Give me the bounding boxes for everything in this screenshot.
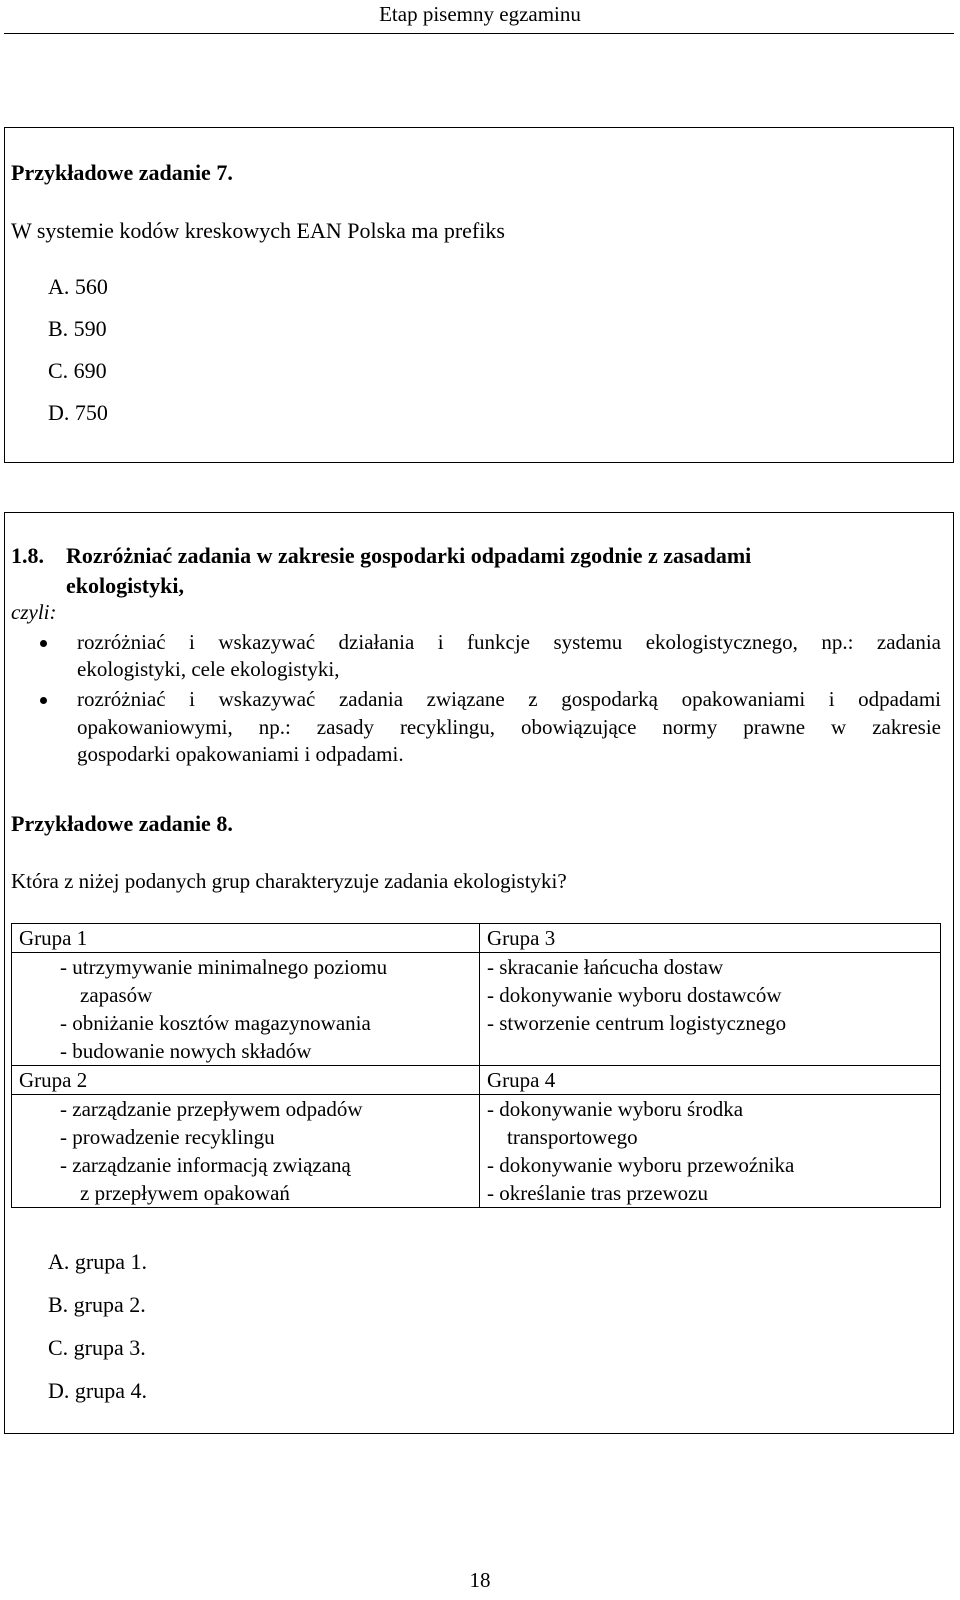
list-item: - dokonywanie wyboru przewoźnika xyxy=(487,1153,795,1177)
list-item: transportowego xyxy=(507,1125,638,1149)
list-item: - dokonywanie wyboru środka xyxy=(487,1097,744,1121)
task7-option-b: B. 590 xyxy=(48,316,107,341)
task8-option-a: A. grupa 1. xyxy=(48,1249,147,1274)
bullet-1-line1: rozróżniać i wskazywać działania i funkcje systemu ekologistycznego, np.: zadania xyxy=(77,630,941,654)
group4-items xyxy=(480,1095,941,1208)
list-item: - zarządzanie informacją związaną xyxy=(60,1153,351,1177)
task7-title: Przykładowe zadanie 7. xyxy=(11,160,233,185)
list-item: - budowanie nowych składów xyxy=(60,1039,312,1063)
bullet-1-line2: ekologistyki, cele ekologistyki, xyxy=(77,657,340,681)
list-item: zapasów xyxy=(80,983,153,1007)
groups-table xyxy=(11,923,941,1208)
list-item: - określanie tras przewozu xyxy=(487,1181,708,1205)
task8-option-d: D. grupa 4. xyxy=(48,1378,147,1403)
group3-items xyxy=(480,953,941,1066)
page-number: 18 xyxy=(469,1568,491,1592)
list-item: - skracanie łańcucha dostaw xyxy=(487,955,724,979)
bullet-2-line1: rozróżniać i wskazywać zadania związane z gospodarką opakowaniami i odpadami xyxy=(77,687,941,711)
task8-option-b: B. grupa 2. xyxy=(48,1292,146,1317)
header-rule xyxy=(4,33,954,34)
group3-header: Grupa 3 xyxy=(480,924,941,953)
task8-title: Przykładowe zadanie 8. xyxy=(11,811,233,836)
list-item: - zarządzanie przepływem odpadów xyxy=(60,1097,363,1121)
group2-items xyxy=(12,1095,480,1208)
list-item: - prowadzenie recyklingu xyxy=(60,1125,275,1149)
task8-question: Która z niżej podanych grup charakteryzuje zadania ekologistyki? xyxy=(11,869,567,893)
task7-option-c: C. 690 xyxy=(48,358,107,383)
bullet-2-line3: gospodarki opakowaniami i odpadami. xyxy=(77,742,404,766)
bullet-2-line2: opakowaniowymi, np.: zasady recyklingu, obowiązujące normy prawne w zakresie xyxy=(77,715,941,739)
task7-option-d: D. 750 xyxy=(48,400,108,425)
group4-header: Grupa 4 xyxy=(480,1066,941,1095)
group2-header: Grupa 2 xyxy=(12,1066,480,1095)
list-item: z przepływem opakowań xyxy=(80,1181,290,1205)
list-item: - dokonywanie wyboru dostawców xyxy=(487,983,782,1007)
group1-items xyxy=(12,953,480,1066)
list-item: - stworzenie centrum logistycznego xyxy=(487,1011,787,1035)
list-item: - obniżanie kosztów magazynowania xyxy=(60,1011,371,1035)
list-item: - utrzymywanie minimalnego poziomu xyxy=(60,955,388,979)
section-number: 1.8. xyxy=(11,543,44,568)
section-heading-line2: ekologistyki, xyxy=(66,573,184,598)
page-header: Etap pisemny egzaminu xyxy=(379,2,581,26)
task7-question: W systemie kodów kreskowych EAN Polska ma prefiks xyxy=(11,218,505,243)
task8-option-c: C. grupa 3. xyxy=(48,1335,146,1360)
task7-option-a: A. 560 xyxy=(48,274,108,299)
group1-header: Grupa 1 xyxy=(12,924,480,953)
section-heading-line1: Rozróżniać zadania w zakresie gospodarki odpadami zgodnie z zasadami xyxy=(66,543,752,568)
czyli-label: czyli: xyxy=(11,600,57,624)
